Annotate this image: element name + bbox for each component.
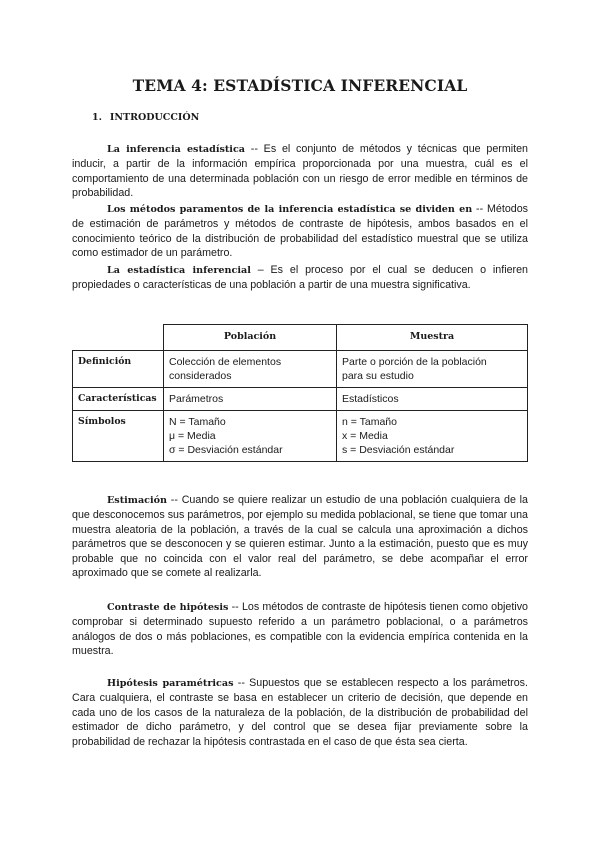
paragraph-contraste [72, 600, 528, 659]
table-row [73, 388, 528, 411]
table-cell [164, 351, 337, 388]
paragraph-estimacion [72, 493, 528, 580]
paragraph-text: -- Los métodos de contraste de hipótesis tienen como objetivo comprobar si determinado supuesto referido a un parámetro poblacional, o a parámetros análogos de dos o más poblaciones, es compatible con la evidencia empírica contenida en la muestra. [72, 601, 528, 658]
paragraph-lead: Estimación [107, 495, 168, 506]
cell-line: Parte o porción de la población [342, 356, 487, 368]
cell-line: σ = Desviación estándar [169, 444, 283, 456]
cell-line: n = Tamaño [342, 416, 397, 428]
section-label: INTRODUCCIÓN [109, 112, 200, 123]
cell-line: μ = Media [169, 430, 216, 442]
table-cell [337, 351, 528, 388]
table-row [73, 411, 528, 462]
row-label: Características [73, 388, 164, 411]
table-cell [164, 411, 337, 462]
paragraph-metodos [72, 202, 528, 261]
table-cell [337, 388, 528, 411]
paragraph-lead: Contraste de hipótesis [107, 602, 229, 613]
cell-line: considerados [169, 370, 232, 382]
paragraph-text: -- Es el conjunto de métodos y técnicas que permiten inducir, a partir de la información empírica proporcionada por una muestra, cuál es el comportamiento de una determinada población con un riesgo de error medible en términos de probabilidad. [72, 143, 528, 200]
paragraph-lead: La estadística inferencial [107, 265, 251, 276]
row-label: Símbolos [73, 411, 164, 462]
paragraph-lead: Hipótesis paramétricas [107, 678, 234, 689]
cell-line: x = Media [342, 430, 388, 442]
comparison-table [72, 324, 528, 462]
paragraph-estadistica-inferencial [72, 263, 528, 293]
cell-line: para su estudio [342, 370, 414, 382]
table-corner-cell [73, 325, 164, 351]
table-header-muestra: Muestra [337, 325, 528, 351]
paragraph-hipotesis-parametricas [72, 676, 528, 749]
page-title: TEMA 4: ESTADÍSTICA INFERENCIAL [132, 76, 468, 95]
paragraph-lead: Los métodos paramentos de la inferencia estadística se dividen en [107, 204, 473, 215]
cell-line: N = Tamaño [169, 416, 226, 428]
paragraph-text: -- Cuando se quiere realizar un estudio de una población cualquiera de la que desconocemos sus parámetros, por ejemplo su medida poblacional, se tiene que tomar una muestra aleatoria de la población, a través de la cual se calcula una aproximación a dichos parámetros que se desconocen y se quieren estimar. Junto a la estimación, puesto que es muy probable que no coincida con el valor real del parámetro, se debe acompañar el error aproximado que se comete al realizarla. [72, 494, 528, 580]
cell-line: Colección de elementos [169, 356, 282, 368]
row-label: Definición [73, 351, 164, 388]
section-heading [92, 112, 199, 123]
table-header-row [73, 325, 528, 351]
section-number: 1. [92, 112, 102, 123]
cell-line: Parámetros [169, 393, 224, 405]
cell-line: Estadísticos [342, 393, 399, 405]
cell-line: s = Desviación estándar [342, 444, 455, 456]
table-row [73, 351, 528, 388]
paragraph-lead: La inferencia estadística [107, 144, 245, 155]
table-cell [164, 388, 337, 411]
paragraph-inferencia [72, 142, 528, 201]
table-cell [337, 411, 528, 462]
paragraph-text: -- Supuestos que se establecen respecto a los parámetros. Cara cualquiera, el contraste se basa en establecer un criterio de decisión, que depende en cada uno de los casos de la naturaleza de la población, de la distribución de probabilidad del estimador de dicho parámetro, y del control que se desea fijar previamente sobre la probabilidad de rechazar la hipótesis contrastada en el caso de que ésta sea cierta. [72, 677, 528, 748]
table-header-poblacion: Población [164, 325, 337, 351]
paragraph-text: – Es el proceso por el cual se deducen o infieren propiedades o características de una población a partir de una muestra significativa. [72, 264, 528, 292]
paragraph-text: -- Métodos de estimación de parámetros y métodos de contraste de hipótesis, ambos basados en el conocimiento teórico de la distribución de probabilidad del estadístico muestral que se utiliza como estimador de un parámetro. [72, 203, 528, 260]
